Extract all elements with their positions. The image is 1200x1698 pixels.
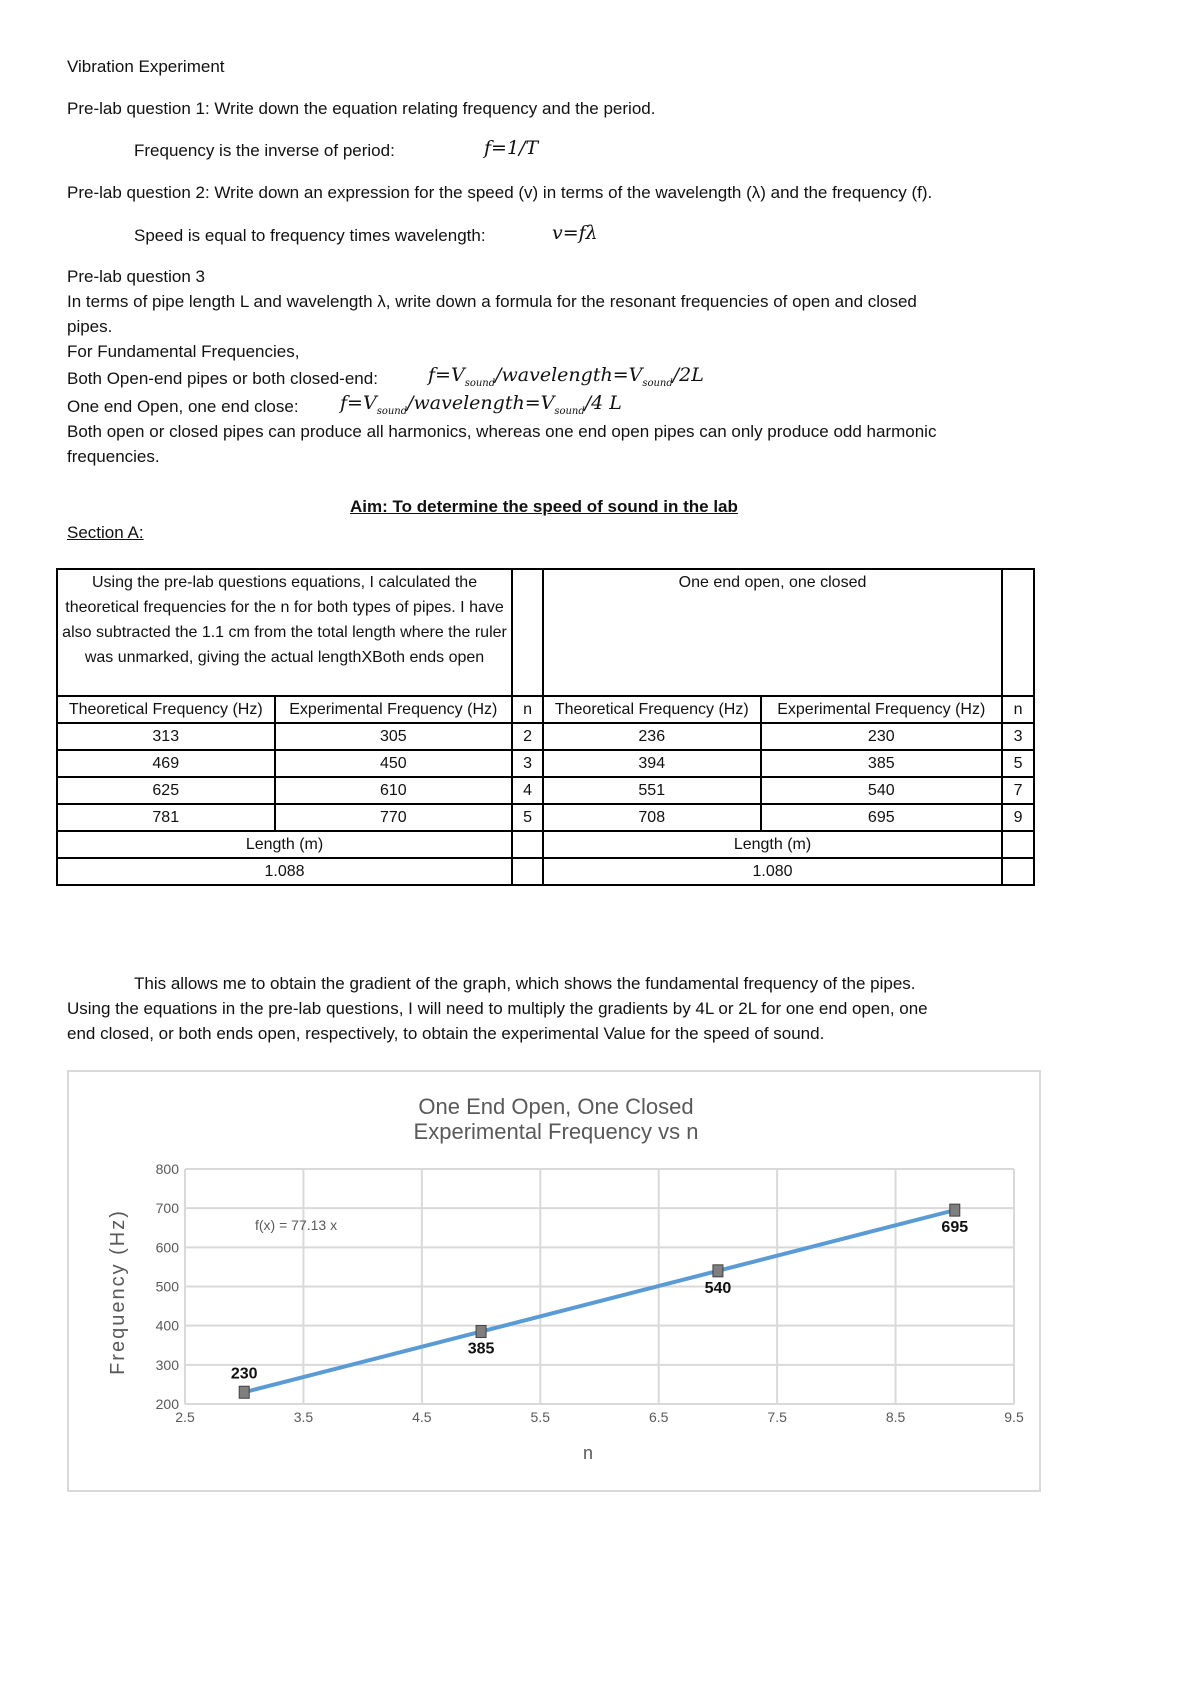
chart-title: One End Open, One Closed <box>418 1094 694 1119</box>
length-left: 1.088 <box>57 858 512 885</box>
q3-heading: Pre-lab question 3 <box>67 267 205 286</box>
table-cell: 2 <box>512 723 543 750</box>
q1-answer: Frequency is the inverse of period: <box>134 141 395 160</box>
chart <box>67 1070 1041 1492</box>
harmonics-note-cont: frequencies. <box>67 447 160 466</box>
paragraph-line: This allows me to obtain the gradient of the graph, which shows the fundamental frequency of the pipes. <box>134 974 916 993</box>
table-row <box>57 777 1034 804</box>
one-end-label: One end Open, one end close: <box>67 397 299 416</box>
column-header: Experimental Frequency (Hz) <box>275 696 513 723</box>
x-tick-label: 7.5 <box>767 1409 787 1425</box>
x-tick-label: 6.5 <box>648 1409 669 1425</box>
chart-svg <box>69 1072 1043 1494</box>
aim: Aim: To determine the speed of sound in the lab <box>350 497 738 516</box>
y-tick-label: 200 <box>155 1396 179 1412</box>
column-header: n <box>1002 696 1034 723</box>
length-label-left: Length (m) <box>57 831 512 858</box>
table-cell: 540 <box>761 777 1003 804</box>
data-point-error-bar <box>239 1386 249 1398</box>
q1-equation: f=1/T <box>484 137 539 159</box>
table-cell: 9 <box>1002 804 1034 831</box>
data-label: 695 <box>941 1219 969 1237</box>
table-cell: 4 <box>512 777 543 804</box>
y-tick-label: 300 <box>155 1356 179 1373</box>
table-cell: 551 <box>543 777 761 804</box>
y-tick-label: 600 <box>155 1239 179 1256</box>
data-point-error-bar <box>476 1326 486 1338</box>
data-point-error-bar <box>950 1204 960 1216</box>
table-cell: 3 <box>1002 723 1034 750</box>
q2-answer: Speed is equal to frequency times wavelength: <box>134 226 486 245</box>
both-ends-label: Both Open-end pipes or both closed-end: <box>67 369 378 388</box>
x-tick-label: 5.5 <box>530 1409 551 1425</box>
column-header: Theoretical Frequency (Hz) <box>57 696 275 723</box>
data-label: 385 <box>467 1340 495 1358</box>
q2-prompt: Pre-lab question 2: Write down an expression for the speed (v) in terms of the wavelength (λ) and the frequency (f). <box>67 183 933 202</box>
chart-subtitle: Experimental Frequency vs n <box>413 1119 699 1144</box>
table-intro: Using the pre-lab questions equations, I calculated the theoretical frequencies for the n for both types of pipes. I have also subtracted the 1.1 cm from the total length where the ruler was unmarked, giving the actual lengthXBoth ends open <box>57 569 512 696</box>
column-header: Theoretical Frequency (Hz) <box>543 696 761 723</box>
table-cell: 469 <box>57 750 275 777</box>
x-tick-label: 9.5 <box>1004 1409 1024 1425</box>
x-tick-label: 4.5 <box>412 1409 432 1425</box>
table-cell: 236 <box>543 723 761 750</box>
x-tick-label: 3.5 <box>293 1409 314 1425</box>
table-cell: 5 <box>1002 750 1034 777</box>
table-cell: 5 <box>512 804 543 831</box>
table-cell: 695 <box>761 804 1003 831</box>
paragraph-line: end closed, or both ends open, respectively, to obtain the experimental Value for the speed of sound. <box>67 1024 825 1043</box>
table-header-row <box>57 696 1034 723</box>
table-cell: 385 <box>761 750 1003 777</box>
table-cell: 770 <box>275 804 513 831</box>
table-cell: 7 <box>1002 777 1034 804</box>
doc-title: Vibration Experiment <box>67 57 225 76</box>
q2-equation: v=fλ <box>552 222 598 244</box>
table-cell: 394 <box>543 750 761 777</box>
data-label: 540 <box>704 1279 732 1297</box>
data-point-error-bar <box>713 1265 723 1277</box>
y-tick-label: 400 <box>155 1317 179 1334</box>
column-header: Experimental Frequency (Hz) <box>761 696 1003 723</box>
q1-prompt: Pre-lab question 1: Write down the equation relating frequency and the period. <box>67 99 656 118</box>
table-row <box>57 750 1034 777</box>
q3-prompt: In terms of pipe length L and wavelength λ, write down a formula for the resonant frequencies of open and closed <box>67 292 917 311</box>
table-row <box>57 804 1034 831</box>
trendline-equation: f(x) = 77.13 x <box>255 1217 338 1233</box>
y-axis-label: Frequency (Hz) <box>107 1209 129 1375</box>
table-cell: 230 <box>761 723 1003 750</box>
frequency-table <box>56 568 1035 886</box>
table-row <box>57 723 1034 750</box>
table-cell: 708 <box>543 804 761 831</box>
y-tick-label: 700 <box>155 1200 179 1217</box>
column-header: n <box>512 696 543 723</box>
x-tick-label: 2.5 <box>175 1409 195 1425</box>
q3-prompt-cont: pipes. <box>67 317 113 336</box>
table-cell: 781 <box>57 804 275 831</box>
y-tick-label: 800 <box>155 1161 179 1177</box>
x-tick-label: 8.5 <box>885 1409 906 1425</box>
table-cell: 3 <box>512 750 543 777</box>
one-end-equation: $f=V_{sound}/wavelength=V_{sound}/4$ L <box>340 392 622 417</box>
harmonics-note: Both open or closed pipes can produce all harmonics, whereas one end open pipes can only produce odd harmonic <box>67 422 937 441</box>
table-cell: 305 <box>275 723 513 750</box>
length-right: 1.080 <box>543 858 1002 885</box>
table-cell: 610 <box>275 777 513 804</box>
q3-fund: For Fundamental Frequencies, <box>67 342 300 361</box>
y-tick-label: 500 <box>155 1278 179 1295</box>
length-label-right: Length (m) <box>543 831 1002 858</box>
x-axis-label: n <box>582 1443 594 1463</box>
table-cell: 625 <box>57 777 275 804</box>
table-cell: 450 <box>275 750 513 777</box>
data-label: 230 <box>230 1365 258 1383</box>
right-header: One end open, one closed <box>543 569 1002 696</box>
paragraph-line: Using the equations in the pre-lab questions, I will need to multiply the gradients by 4L or 2L for one end open, one <box>67 999 928 1018</box>
both-ends-equation: $f=V_{sound}/wavelength=V_{sound}/2L$ <box>428 364 704 389</box>
section-heading: Section A: <box>67 523 144 542</box>
table-cell: 313 <box>57 723 275 750</box>
